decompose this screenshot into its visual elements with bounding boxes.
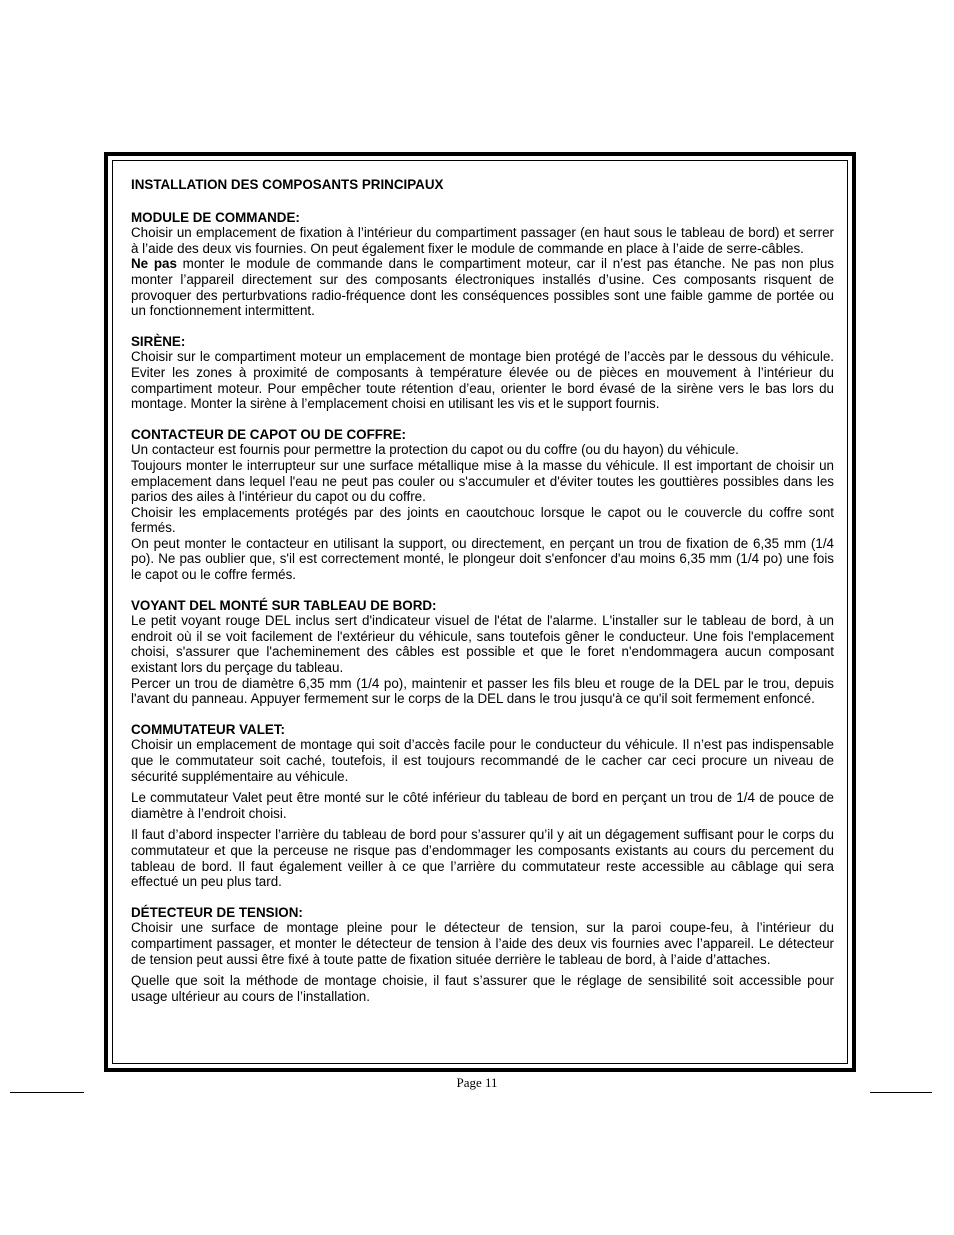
section-voyant — [131, 598, 834, 707]
paragraph: Choisir sur le compartiment moteur un emplacement de montage bien protégé de l’accès par le dessous du véhicule. Eviter les zones à proximité de composants à température élevée ou de pièces en mouvement à l’intérieur du compartiment moteur. Pour empêcher toute rétention d’eau, orienter le bord évasé de la sirène vers le bas lors du montage. Monter la sirène à l’emplacement choisi en utilisant les vis et le support fournis. — [131, 349, 834, 412]
page-frame — [104, 152, 856, 1072]
paragraph: Un contacteur est fournis pour permettre la protection du capot ou du coffre (ou du hayon) du véhicule. — [131, 442, 739, 458]
paragraph: Il faut d’abord inspecter l’arrière du tableau de bord pour s’assurer qu’il y ait un dégagement suffisant pour le corps du commutateur et que la perceuse ne risque pas d’endommager les composants existants au cours du percement du tableau de bord. Il faut également veiller à ce que l’arrière du commutateur reste accessible au câblage qui sera effectué un peu plus tard. — [131, 827, 834, 890]
paragraph — [131, 256, 834, 318]
paragraph: Choisir un emplacement de fixation à l’intérieur du compartiment passager (en haut sous le tableau de bord) et serrer à l’aide des deux vis fournies. On peut également fixer le module de commande en place à l’aide de serre-câbles. — [131, 225, 834, 256]
section-heading: DÉTECTEUR DE TENSION: — [131, 904, 303, 920]
section-heading: VOYANT DEL MONTÉ SUR TABLEAU DE BORD: — [131, 597, 437, 613]
footer-rule-left — [10, 1092, 84, 1093]
section-detecteur — [131, 905, 834, 1005]
section-contacteur — [131, 427, 834, 583]
paragraph: Le petit voyant rouge DEL inclus sert d'indicateur visuel de l'état de l'alarme. L'installer sur le tableau de bord, à un endroit où il se voit facilement de l'extérieur du véhicule, sans toutefois gêner le conducteur. Une fois l'emplacement choisi, s'assurer que l'acheminement des câbles est possible et que le foret n'endommagera aucun composant existant lors du perçage du tableau. — [131, 613, 834, 676]
paragraph-text: monter le module de commande dans le compartiment moteur, car il n’est pas étanche. Ne pas non plus monter l’appareil directement sur des composants électroniques installés d’usine. Ces composants risquent de provoquer des perturbvations radio-fréquence dont les conséquences possibles sont une faible gamme de portée ou un fonctionnement intermittent. — [131, 256, 834, 319]
paragraph: Quelle que soit la méthode de montage choisie, il faut s’assurer que le réglage de sensibilité soit accessible pour usage ultérieur au cours de l’installation. — [131, 973, 834, 1004]
footer-rule-right — [870, 1092, 932, 1093]
page-number: Page 11 — [456, 1075, 498, 1090]
paragraph: Le commutateur Valet peut être monté sur le côté inférieur du tableau de bord en perçant un trou de 1/4 de pouce de diamètre à l’endroit choisi. — [131, 790, 834, 821]
section-valet — [131, 722, 834, 890]
paragraph: On peut monter le contacteur en utilisant la support, ou directement, en perçant un trou de fixation de 6,35 mm (1/4 po). Ne pas oublier que, s'il est correctement monté, le plongeur doit s'enfoncer d'au moins 6,35 mm (1/4 po) une fois le capot ou le coffre fermés. — [131, 535, 834, 583]
section-module — [131, 210, 834, 319]
paragraph: Choisir les emplacements protégés par des joints en caoutchouc lorsque le capot ou le couvercle du coffre sont fermés. — [131, 504, 834, 536]
page-frame-inner — [112, 160, 848, 1064]
section-heading: MODULE DE COMMANDE: — [131, 209, 300, 225]
section-heading: COMMUTATEUR VALET: — [131, 721, 285, 737]
paragraph: Choisir une surface de montage pleine pour le détecteur de tension, sur la paroi coupe-feu, à l’intérieur du compartiment passager, et monter le détecteur de tension à l’aide des deux vis fournies avec l’appareil. Le détecteur de tension peut aussi être fixé à toute patte de fixation située derrière le tableau de bord, à l’aide d’attaches. — [131, 920, 834, 967]
page-title: INSTALLATION DES COMPOSANTS PRINCIPAUX — [131, 177, 444, 192]
emphasis: Ne pas — [131, 256, 177, 272]
section-heading: SIRÈNE: — [131, 333, 186, 349]
paragraph: Choisir un emplacement de montage qui soit d’accès facile pour le conducteur du véhicule. Il n’est pas indispensable que le commutateur soit caché, toutefois, il est toujours recommandé de le cacher car ceci procure un niveau de sécurité supplémentaire au véhicule. — [131, 737, 834, 784]
section-heading: CONTACTEUR DE CAPOT OU DE COFFRE: — [131, 426, 406, 442]
paragraph: Percer un trou de diamètre 6,35 mm (1/4 po), maintenir et passer les fils bleu et rouge de la DEL par le trou, depuis l'avant du panneau. Appuyer fermement sur le corps de la DEL dans le trou jusqu'à ce qu'il soit fermement enfoncé. — [131, 675, 834, 707]
section-sirene — [131, 334, 834, 412]
paragraph: Toujours monter le interrupteur sur une surface métallique mise à la masse du véhicule. Il est important de choisir un emplacement dans lequel l'eau ne peut pas couler ou s'accumuler et d'éviter toutes les gouttières possibles dans les parios des ailes à l'intérieur du capot ou du coffre. — [131, 457, 834, 505]
page-content — [131, 177, 834, 1019]
